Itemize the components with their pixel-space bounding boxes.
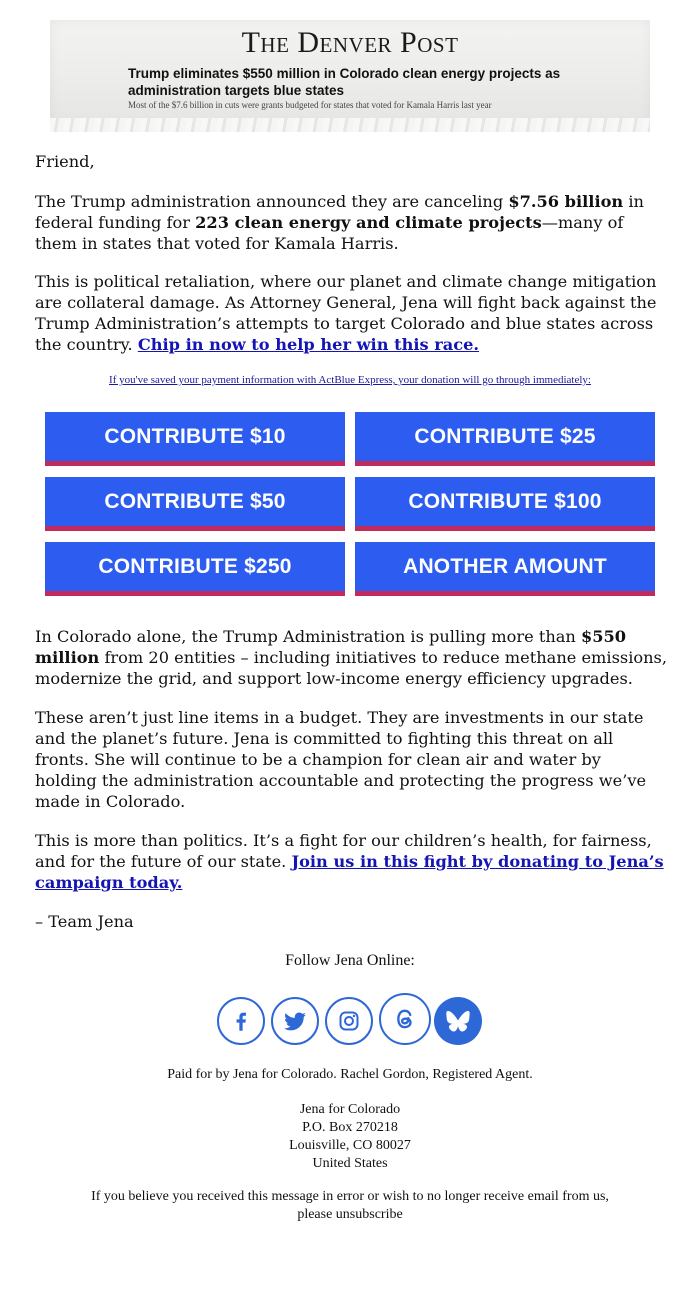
contribute-25-button[interactable]: CONTRIBUTE $25 xyxy=(355,412,655,466)
p4-text: These aren’t just line items in a budget. They are investments in our state and the planet’s future. Jena is committed to fighting this threat on all fronts. She will continue to be a champion for clean air and water by holding the administration accountable and protecting the progress we’ve made in Colorado. xyxy=(35,708,647,811)
paragraph-3 xyxy=(35,626,667,689)
newspaper-header-image xyxy=(50,20,650,132)
address-line: Louisville, CO 80027 xyxy=(289,1138,411,1153)
contribute-10-button[interactable]: CONTRIBUTE $10 xyxy=(45,412,345,466)
article-subhead: Most of the $7.6 billion in cuts were grants budgeted for states that voted for Kamala Harris last year xyxy=(128,100,492,110)
p1-text-2: in federal funding for xyxy=(35,192,644,232)
p1-bold-amount: $7.56 billion xyxy=(508,192,624,211)
unsubscribe-link[interactable]: please unsubscribe xyxy=(297,1207,403,1222)
paragraph-5 xyxy=(35,830,667,893)
p5-text: This is more than politics. It’s a fight for our children’s health, for fairness, and for the future of our state. xyxy=(35,831,652,871)
paragraph-2 xyxy=(35,271,667,355)
p2-text: This is political retaliation, where our planet and climate change mitigation are collateral damage. As Attorney General, Jena will fight back against the Trump Administration’s attempts to target Colorado and blue states across the country. xyxy=(35,272,657,354)
p1-bold-projects: 223 clean energy and climate projects xyxy=(195,213,542,232)
chip-in-link[interactable]: Chip in now to help her win this race. xyxy=(137,335,480,354)
greeting xyxy=(35,151,667,172)
actblue-express-notice[interactable]: If you've saved your payment information with ActBlue Express, your donation will go through immediately: xyxy=(109,374,591,386)
address-line: P.O. Box 270218 xyxy=(302,1120,398,1135)
p3-bold-amount: $550 million xyxy=(35,627,627,667)
signoff xyxy=(35,911,667,932)
paragraph-1 xyxy=(35,191,667,254)
greeting-text: Friend, xyxy=(35,152,95,171)
facebook-icon[interactable] xyxy=(217,997,265,1045)
contribute-250-button[interactable]: CONTRIBUTE $250 xyxy=(45,542,345,596)
bluesky-icon[interactable] xyxy=(434,997,482,1045)
follow-heading: Follow Jena Online: xyxy=(285,952,415,969)
p3-text-2: from 20 entities – including initiatives to reduce methane emissions, modernize the grid, and support low-income energy efficiency upgrades. xyxy=(35,648,667,688)
instagram-icon[interactable] xyxy=(325,997,373,1045)
mailing-address xyxy=(0,1101,700,1173)
twitter-icon[interactable] xyxy=(271,997,319,1045)
paid-for-disclaimer: Paid for by Jena for Colorado. Rachel Gordon, Registered Agent. xyxy=(167,1067,533,1082)
article-headline: Trump eliminates $550 million in Colorado clean energy projects as administration targets blue states xyxy=(128,66,561,98)
address-line: Jena for Colorado xyxy=(299,1102,401,1117)
p1-text-1: The Trump administration announced they are canceling xyxy=(35,192,509,211)
contribute-50-button[interactable]: CONTRIBUTE $50 xyxy=(45,477,345,531)
unsubscribe-notice xyxy=(0,1188,700,1224)
p1-text-3: —many of them in states that voted for Kamala Harris. xyxy=(35,213,624,253)
newspaper-masthead: The Denver Post xyxy=(241,26,459,59)
address-line: United States xyxy=(312,1156,388,1171)
threads-icon[interactable] xyxy=(379,993,431,1045)
p3-text-1: In Colorado alone, the Trump Administration is pulling more than xyxy=(35,627,581,646)
signoff-text: – Team Jena xyxy=(35,912,134,931)
contribute-100-button[interactable]: CONTRIBUTE $100 xyxy=(355,477,655,531)
another-amount-button[interactable]: ANOTHER AMOUNT xyxy=(355,542,655,596)
join-fight-link[interactable]: Join us in this fight by donating to Jena’s campaign today. xyxy=(35,852,664,892)
unsubscribe-text: If you believe you received this message in error or wish to no longer receive email from us, xyxy=(91,1189,609,1204)
paragraph-4 xyxy=(35,707,667,812)
